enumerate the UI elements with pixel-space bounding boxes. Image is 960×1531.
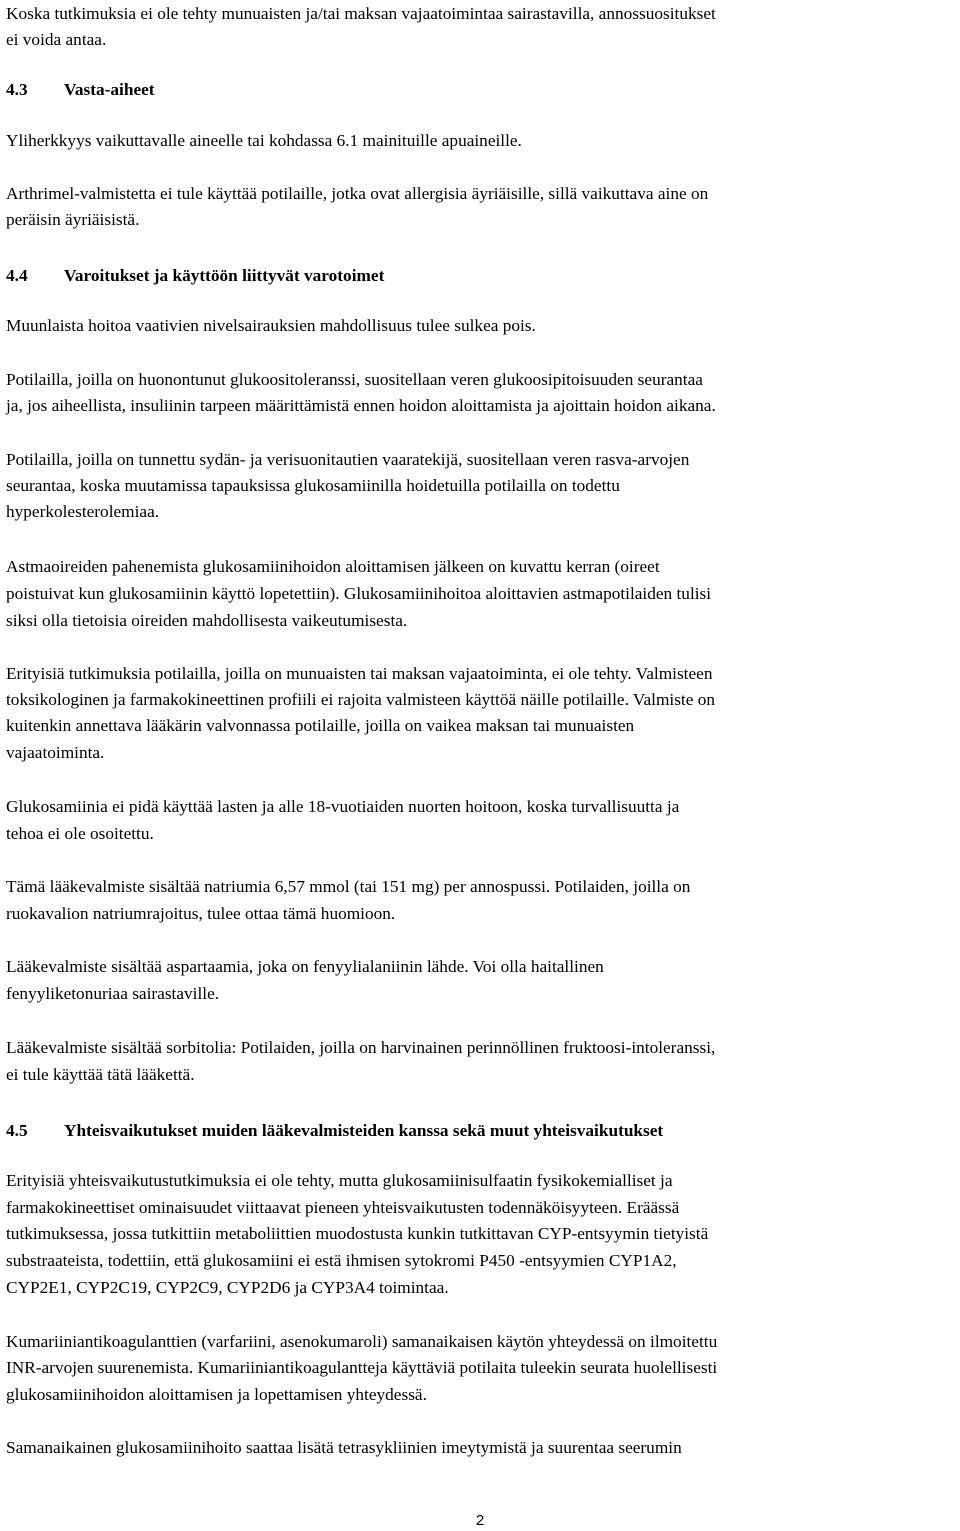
paragraph-line: siksi olla tietoisia oireiden mahdollisesta vaikeutumisesta. xyxy=(6,611,408,630)
paragraph-line: Potilailla, joilla on tunnettu sydän- ja verisuonitautien vaaratekijä, suositellaan veren rasva-arvojen xyxy=(6,450,690,469)
paragraph-line: hyperkolesterolemiaa. xyxy=(6,502,160,521)
section-heading-4-4 xyxy=(6,264,384,288)
paragraph-line: Yliherkkyys vaikuttavalle aineelle tai kohdassa 6.1 mainituille apuaineille. xyxy=(6,131,522,150)
section-title: Yhteisvaikutukset muiden lääkevalmisteiden kanssa sekä muut yhteisvaikutukset xyxy=(64,1121,664,1140)
paragraph-line: farmakokineettiset ominaisuudet viittaavat pieneen yhteisvaikutusten todennäköisyyteen. Eräässä xyxy=(6,1198,680,1217)
section-number: 4.4 xyxy=(6,266,28,285)
paragraph-line: ei tule käyttää tätä lääkettä. xyxy=(6,1065,195,1084)
paragraph-line: poistuivat kun glukosamiinin käyttö lopetettiin). Glukosamiinihoitoa aloittavien astmapotilaiden tulisi xyxy=(6,584,712,603)
paragraph-line: vajaatoiminta. xyxy=(6,743,105,762)
paragraph-line: ruokavalion natriumrajoitus, tulee ottaa tämä huomioon. xyxy=(6,904,396,923)
section-number: 4.5 xyxy=(6,1121,28,1140)
paragraph-line: Kumariiniantikoagulanttien (varfariini, asenokumaroli) samanaikaisen käytön yhteydessä on ilmoitettu xyxy=(6,1332,718,1351)
paragraph-line: tehoa ei ole osoitettu. xyxy=(6,824,154,843)
paragraph-line: Astmaoireiden pahenemista glukosamiinihoidon aloittamisen jälkeen on kuvattu kerran (oireet xyxy=(6,557,660,576)
paragraph-line: Muunlaista hoitoa vaativien nivelsairauksien mahdollisuus tulee sulkea pois. xyxy=(6,316,536,335)
paragraph-line: Lääkevalmiste sisältää aspartaamia, joka on fenyylialaniinin lähde. Voi olla haitallinen xyxy=(6,957,604,976)
paragraph-line: INR-arvojen suurenemista. Kumariiniantikoagulantteja käyttäviä potilaita tuleekin seurata huolellisesti xyxy=(6,1358,718,1377)
paragraph-line: Arthrimel-valmistetta ei tule käyttää potilaille, jotka ovat allergisia äyriäisille, sillä vaikuttava aine on xyxy=(6,184,709,203)
paragraph-line: Glukosamiinia ei pidä käyttää lasten ja alle 18-vuotiaiden nuorten hoitoon, koska turvallisuutta ja xyxy=(6,797,680,816)
paragraph-line: Erityisiä tutkimuksia potilailla, joilla on munuaisten tai maksan vajaatoiminta, ei ole tehty. Valmisteen xyxy=(6,664,713,683)
section-number: 4.3 xyxy=(6,80,28,99)
paragraph-line: Koska tutkimuksia ei ole tehty munuaisten ja/tai maksan vajaatoimintaa sairastavilla, annossuositukset xyxy=(6,4,716,23)
paragraph-line: toksikologinen ja farmakokineettinen profiili ei rajoita valmisteen käyttöä näille potilaille. Valmiste on xyxy=(6,690,715,709)
paragraph-line: CYP2E1, CYP2C19, CYP2C9, CYP2D6 ja CYP3A4 toimintaa. xyxy=(6,1278,449,1297)
section-heading-4-3 xyxy=(6,78,155,102)
paragraph-line: Potilailla, joilla on huonontunut glukoositoleranssi, suositellaan veren glukoosipitoisuuden seurantaa xyxy=(6,370,703,389)
section-title: Varoitukset ja käyttöön liittyvät varotoimet xyxy=(64,266,385,285)
paragraph-line: substraateista, todettiin, että glukosamiini ei estä ihmisen sytokromi P450 -entsyymien CYP1A2, xyxy=(6,1251,677,1270)
page-number: 2 xyxy=(475,1512,485,1529)
paragraph-line: glukosamiinihoidon aloittamisen ja lopettamisen yhteydessä. xyxy=(6,1385,427,1404)
section-title: Vasta-aiheet xyxy=(64,80,155,99)
section-heading-4-5 xyxy=(6,1119,663,1143)
paragraph-line: peräisin äyriäisistä. xyxy=(6,210,140,229)
paragraph-line: ei voida antaa. xyxy=(6,30,107,49)
paragraph-line: Erityisiä yhteisvaikutustutkimuksia ei ole tehty, mutta glukosamiinisulfaatin fysikokemialliset ja xyxy=(6,1171,673,1190)
paragraph-line: kuitenkin annettava lääkärin valvonnassa potilaille, joilla on vaikea maksan tai munuaisten xyxy=(6,716,635,735)
paragraph-line: seurantaa, koska muutamissa tapauksissa glukosamiinilla hoidetuilla potilailla on todettu xyxy=(6,476,620,495)
paragraph-line: Samanaikainen glukosamiinihoito saattaa lisätä tetrasykliinien imeytymistä ja suurentaa seerumin xyxy=(6,1438,682,1457)
paragraph-line: Tämä lääkevalmiste sisältää natriumia 6,57 mmol (tai 151 mg) per annospussi. Potilaiden, joilla on xyxy=(6,877,691,896)
paragraph-line: Lääkevalmiste sisältää sorbitolia: Potilaiden, joilla on harvinainen perinnöllinen fruktoosi-intoleranssi, xyxy=(6,1038,716,1057)
paragraph-line: fenyyliketonuriaa sairastaville. xyxy=(6,984,220,1003)
paragraph-line: ja, jos aiheellista, insuliinin tarpeen määrittämistä ennen hoidon aloittamista ja ajoittain hoidon aikana. xyxy=(6,396,716,415)
paragraph-line: tutkimuksessa, jossa tutkittiin metaboliittien muodostusta kunkin tutkittavan CYP-entsyymin tietyistä xyxy=(6,1224,709,1243)
